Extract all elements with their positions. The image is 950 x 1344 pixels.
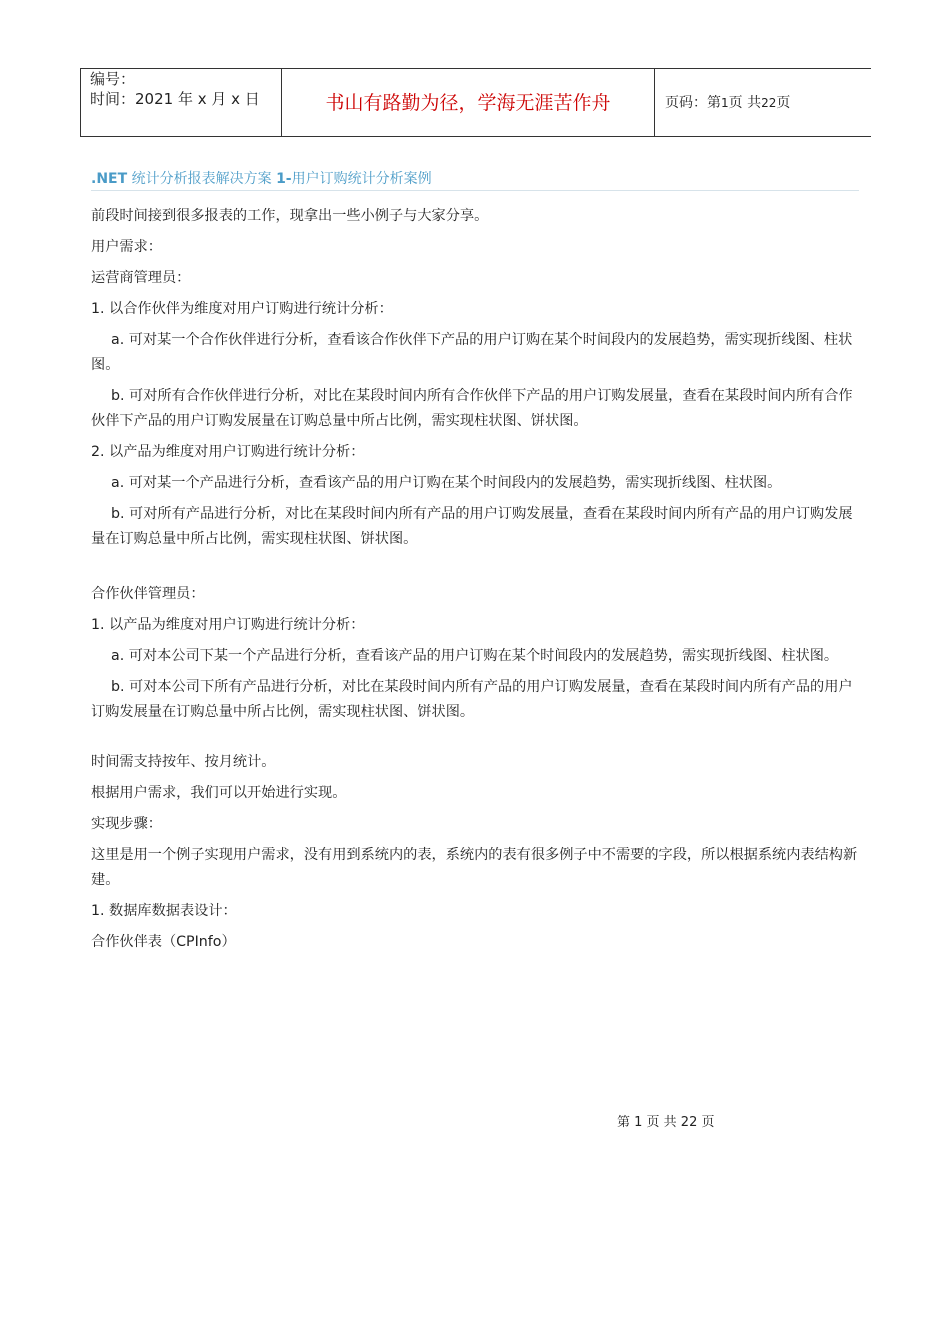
page-footer: 第 1 页 共 22 页 — [617, 1115, 715, 1130]
page-code — [665, 93, 790, 113]
list-subitem: b. 可对所有产品进行分析，对比在某段时间内所有产品的用户订购发展量，查看在某段时间内所有产品的用户订购发展量在订购总量中所占比例，需实现柱状图、饼状图。 — [91, 506, 853, 547]
list-item: 1. 以产品为维度对用户订购进行统计分析： — [91, 617, 365, 633]
spacer — [91, 558, 861, 582]
paragraph: 这里是用一个例子实现用户需求，没有用到系统内的表，系统内的表有很多例子中不需要的字段，所以根据系统内表结构新建。 — [91, 847, 858, 888]
page-code-prefix: 页码：第 — [665, 95, 721, 111]
document-body — [91, 204, 861, 961]
list-subitem: a. 可对本公司下某一个产品进行分析，查看该产品的用户订购在某个时间段内的发展趋势，需实现折线图、柱状图。 — [111, 648, 839, 664]
list-subitem: b. 可对本公司下所有产品进行分析，对比在某段时间内所有产品的用户订购发展量，查看在某段时间内所有产品的用户订购发展量在订购总量中所占比例，需实现柱状图、饼状图。 — [91, 679, 853, 720]
title-bold-prefix: .NET — [91, 171, 128, 187]
page-code-current: 1 — [721, 96, 729, 110]
paragraph: 合作伙伴管理员： — [91, 586, 205, 602]
document-title — [91, 169, 859, 191]
page-code-middle: 页 共 — [728, 95, 762, 111]
paragraph: 根据用户需求，我们可以开始进行实现。 — [91, 785, 347, 801]
spacer — [91, 731, 861, 750]
header-meta-cell — [81, 69, 282, 136]
header-table — [80, 68, 871, 137]
paragraph: 实现步骤： — [91, 816, 162, 832]
title-bold-number: 1- — [276, 171, 292, 187]
page-code-total: 22 — [761, 96, 777, 110]
title-rest: 用户订购统计分析案例 — [291, 171, 432, 187]
list-item: 2. 以产品为维度对用户订购进行统计分析： — [91, 444, 365, 460]
list-item: 1. 数据库数据表设计： — [91, 903, 237, 919]
list-subitem: a. 可对某一个产品进行分析，查看该产品的用户订购在某个时间段内的发展趋势，需实现折线图、柱状图。 — [111, 475, 782, 491]
paragraph: 时间需支持按年、按月统计。 — [91, 754, 276, 770]
paragraph: 合作伙伴表（CPInfo） — [91, 934, 236, 950]
list-item: 1. 以合作伙伴为维度对用户订购进行统计分析： — [91, 301, 393, 317]
paragraph: 用户需求： — [91, 239, 162, 255]
motto-text: 书山有路勤为径，学海无涯苦作舟 — [325, 92, 611, 114]
list-subitem: b. 可对所有合作伙伴进行分析，对比在某段时间内所有合作伙伴下产品的用户订购发展量，查看在某段时间内所有合作伙伴下产品的用户订购发展量在订购总量中所占比例，需实现柱状图、饼状图。 — [91, 388, 853, 429]
list-subitem: a. 可对某一个合作伙伴进行分析，查看该合作伙伴下产品的用户订购在某个时间段内的发展趋势，需实现折线图、柱状图。 — [91, 332, 853, 373]
paragraph: 运营商管理员： — [91, 270, 191, 286]
page-code-suffix: 页 — [776, 95, 791, 111]
header-motto-cell — [282, 69, 655, 136]
header-page-cell — [655, 69, 871, 136]
serial-number-label: 编号： — [90, 70, 136, 88]
paragraph: 前段时间接到很多报表的工作，现拿出一些小例子与大家分享。 — [91, 208, 489, 224]
title-text: 统计分析报表解决方案 — [127, 171, 277, 187]
date-text: 时间：2021 年 x 月 x 日 — [90, 90, 260, 108]
